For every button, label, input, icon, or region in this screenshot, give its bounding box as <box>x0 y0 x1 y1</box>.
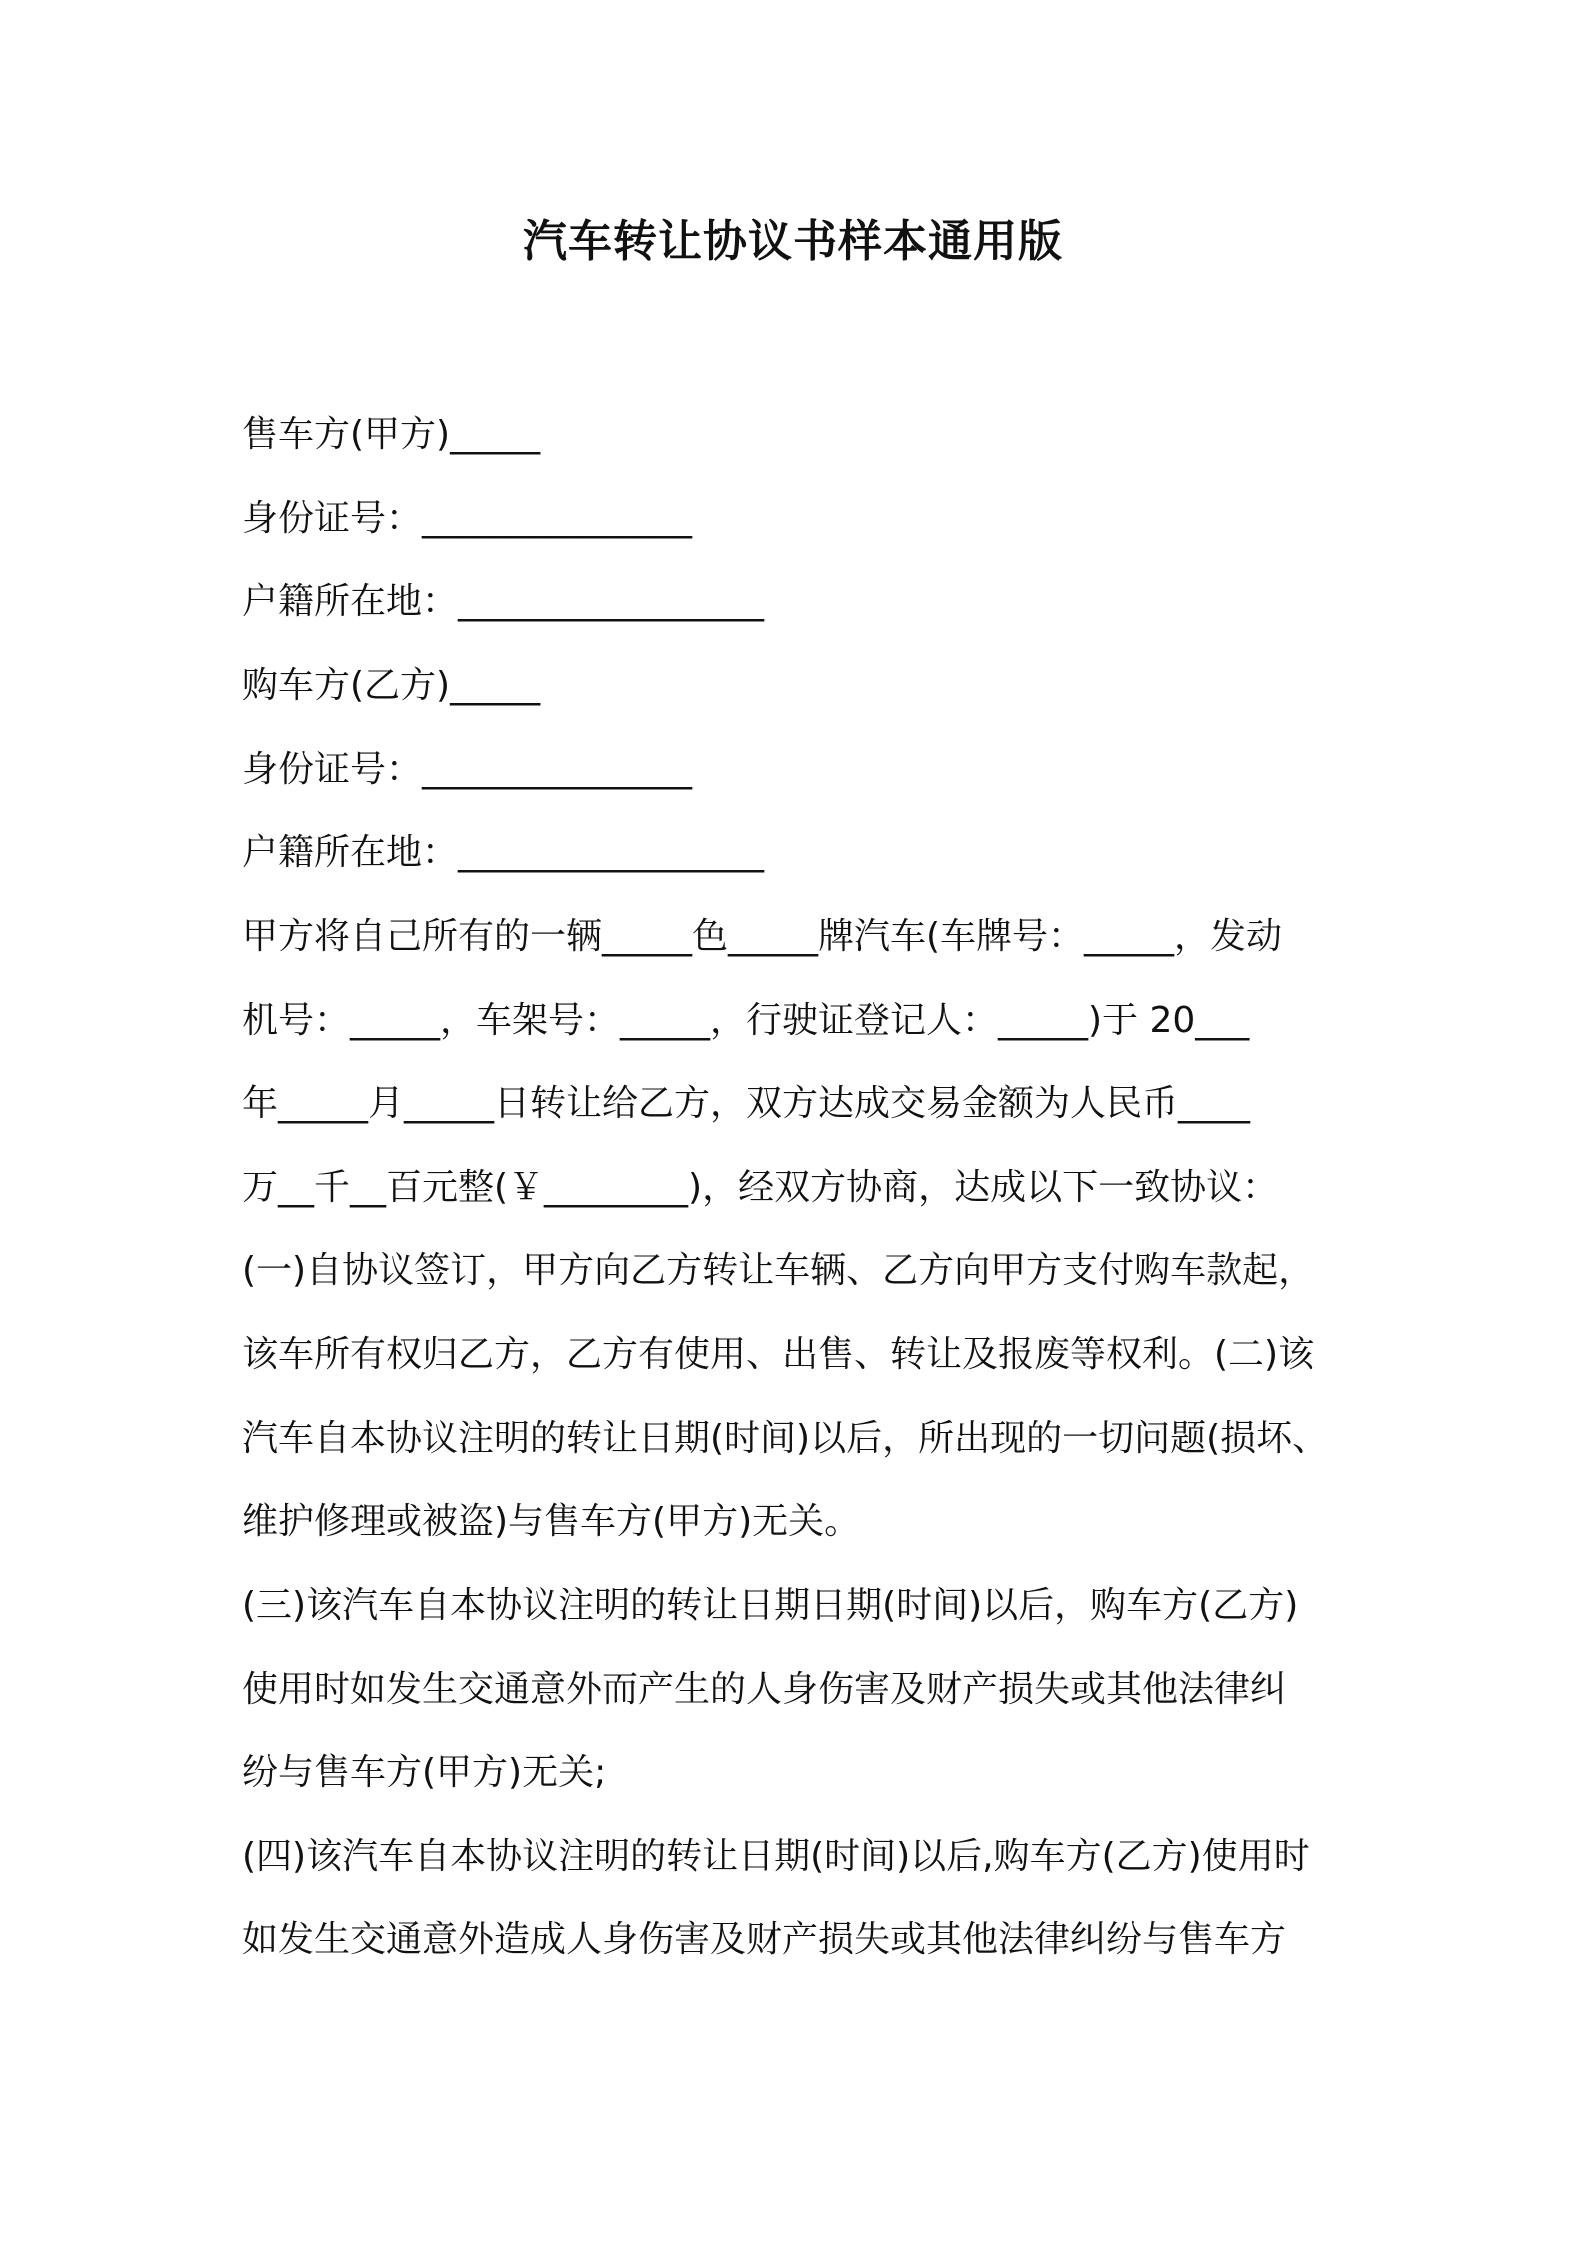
clause-line: 汽车自本协议注明的转让日期(时间)以后，所出现的一切问题(损坏、 <box>242 1418 1329 1459</box>
buyer-residence-line: 户籍所在地：_________________ <box>242 832 765 873</box>
seller-residence-line: 户籍所在地：_________________ <box>242 581 765 622</box>
clause-line: 该车所有权归乙方，乙方有使用、出售、转让及报废等权利。(二)该 <box>242 1334 1315 1375</box>
clause-line: 纷与售车方(甲方)无关; <box>242 1752 607 1793</box>
clause-line: 使用时如发生交通意外而产生的人身伤害及财产损失或其他法律纠 <box>242 1669 1287 1710</box>
document-title: 汽车转让协议书样本通用版 <box>523 216 1063 267</box>
clause-line: 维护修理或被盗)与售车方(甲方)无关。 <box>242 1501 861 1542</box>
body-line: 万__千__百元整(￥________)，经双方协商，达成以下一致协议： <box>242 1167 1279 1208</box>
seller-id-line: 身份证号：_______________ <box>242 498 693 539</box>
buyer-id-line: 身份证号：_______________ <box>242 749 693 790</box>
clause-line: (一)自协议签订，甲方向乙方转让车辆、乙方向甲方支付购车款起， <box>242 1250 1315 1291</box>
body-line: 年_____月_____日转让给乙方，双方达成交易金额为人民币____ <box>242 1083 1251 1124</box>
body-line: 甲方将自己所有的一辆_____色_____牌汽车(车牌号：_____，发动 <box>242 916 1283 957</box>
seller-name-line: 售车方(甲方)_____ <box>242 414 541 455</box>
buyer-name-line: 购车方(乙方)_____ <box>242 665 541 706</box>
clause-line: (四)该汽车自本协议注明的转让日期(时间)以后,购车方(乙方)使用时 <box>242 1836 1310 1877</box>
body-line: 机号：_____，车架号：_____，行驶证登记人：_____)于 20___ <box>242 1000 1250 1041</box>
clause-line: (三)该汽车自本协议注明的转让日期日期(时间)以后，购车方(乙方) <box>242 1585 1299 1626</box>
clause-line: 如发生交通意外造成人身伤害及财产损失或其他法律纠纷与售车方 <box>242 1919 1287 1960</box>
